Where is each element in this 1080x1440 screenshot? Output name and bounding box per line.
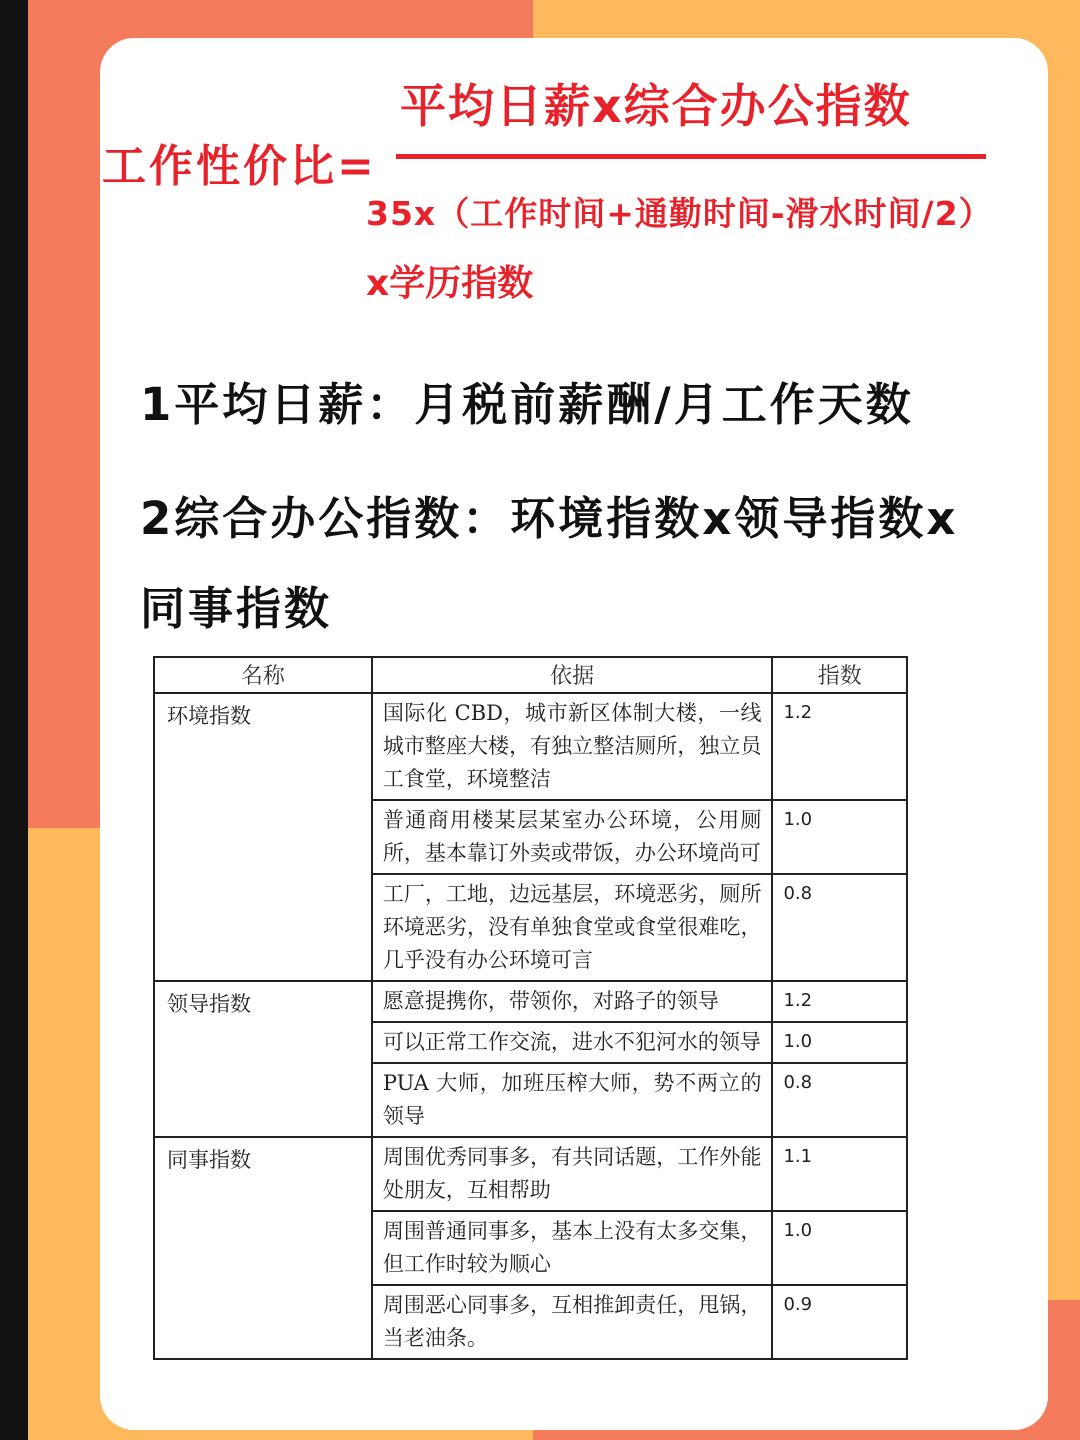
formula-denominator-continued: x学历指数	[366, 263, 534, 304]
index-value: 0.8	[772, 1063, 907, 1137]
table-row	[154, 693, 907, 800]
basis-cell: 可以正常工作交流，进水不犯河水的领导	[372, 1022, 773, 1063]
index-value: 1.0	[772, 1211, 907, 1285]
basis-cell: 周围普通同事多，基本上没有太多交集，但工作时较为顺心	[372, 1211, 773, 1285]
basis-cell: PUA 大师，加班压榨大师，势不两立的领导	[372, 1063, 773, 1137]
formula-numerator: 平均日薪x综合办公指数	[400, 79, 912, 133]
basis-cell: 周围优秀同事多，有共同话题，工作外能处朋友，互相帮助	[372, 1137, 773, 1211]
basis-cell: 工厂，工地，边远基层，环境恶劣，厕所环境恶劣，没有单独食堂或食堂很难吃，几乎没有办公环境可言	[372, 874, 773, 981]
definition-office-index-continued: 同事指数	[140, 582, 333, 635]
formula-lhs: 工作性价比=	[102, 141, 377, 192]
index-value: 1.0	[772, 1022, 907, 1063]
index-value: 1.2	[772, 693, 907, 800]
header-basis: 依据	[372, 657, 773, 693]
index-value: 0.9	[772, 1285, 907, 1359]
definition-office-index: 2综合办公指数：环境指数x领导指数x	[140, 492, 959, 545]
formula-denominator: 35x（工作时间+通勤时间-滑水时间/2）	[366, 194, 993, 233]
group-name: 同事指数	[154, 1137, 372, 1359]
index-value: 1.2	[772, 981, 907, 1022]
index-value: 0.8	[772, 874, 907, 981]
basis-cell: 国际化 CBD，城市新区体制大楼，一线城市整座大楼，有独立整洁厕所，独立员工食堂，环境整洁	[372, 693, 773, 800]
table-row	[154, 1137, 907, 1211]
header-index: 指数	[772, 657, 907, 693]
fraction-line	[396, 154, 986, 159]
index-value: 1.1	[772, 1137, 907, 1211]
header-name: 名称	[154, 657, 372, 693]
basis-cell: 周围恶心同事多，互相推卸责任，甩锅，当老油条。	[372, 1285, 773, 1359]
group-name: 领导指数	[154, 981, 372, 1137]
definition-average-daily-salary: 1平均日薪：月税前薪酬/月工作天数	[140, 378, 914, 431]
index-value: 1.0	[772, 800, 907, 874]
group-name: 环境指数	[154, 693, 372, 981]
table-row	[154, 981, 907, 1022]
index-table	[153, 656, 908, 1360]
basis-cell: 愿意提携你，带领你，对路子的领导	[372, 981, 773, 1022]
basis-cell: 普通商用楼某层某室办公环境，公用厕所，基本靠订外卖或带饭，办公环境尚可	[372, 800, 773, 874]
table-header-row	[154, 657, 907, 693]
